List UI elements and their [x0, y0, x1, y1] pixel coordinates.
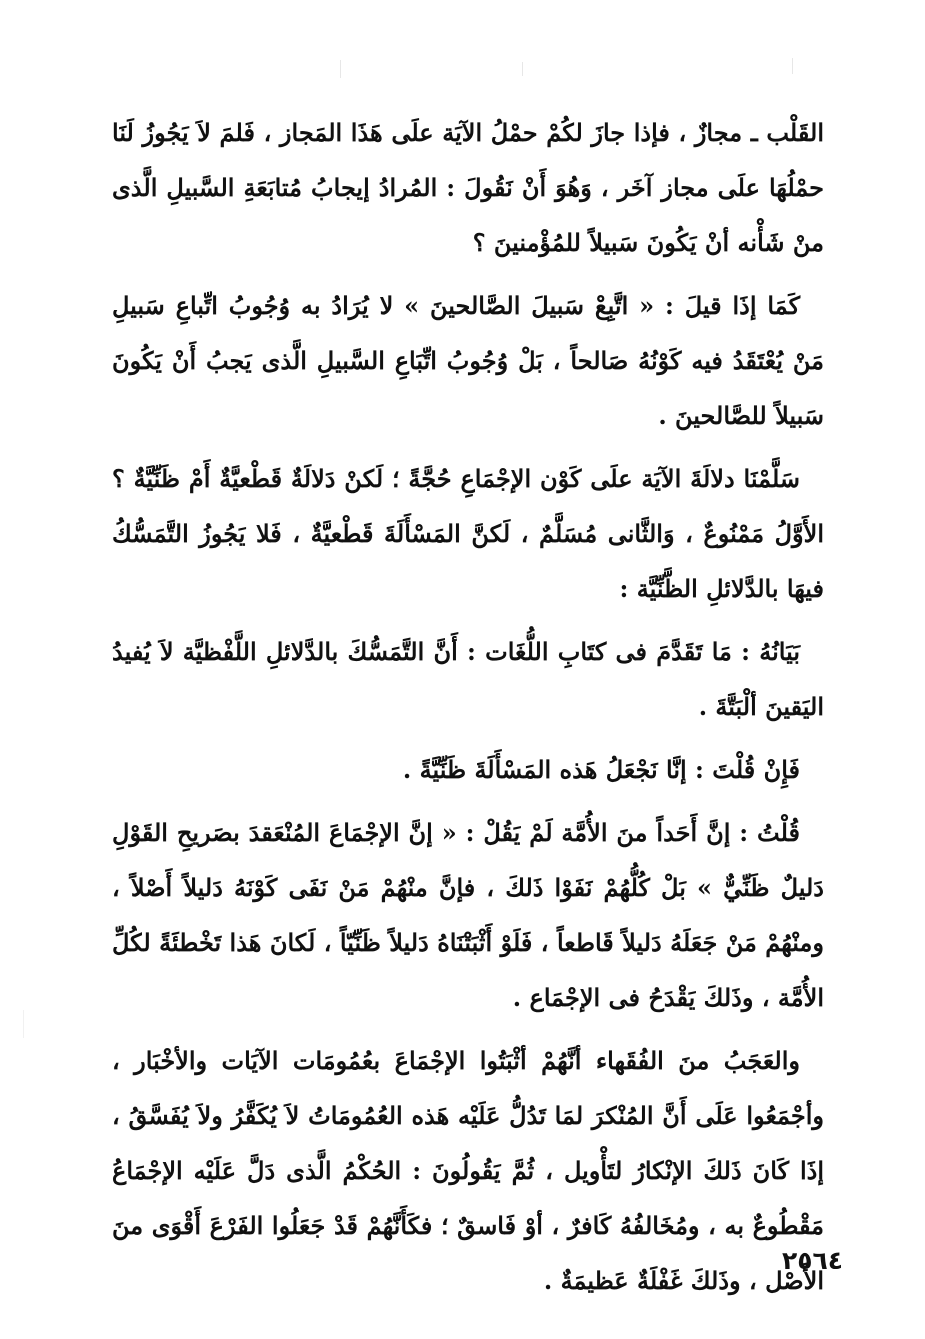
scan-artifact-mark [792, 58, 793, 74]
arabic-text-block [112, 105, 824, 1308]
scan-artifact-mark [340, 60, 341, 78]
paragraph-2: كَمَا إذَا قيلَ : « اتَّبِعْ سَبيلَ الصَّالحينَ » لا يُرَادُ به وُجُوبُ اتِّباعِ سَبيلِ مَنْ يُعْتَقَدُ فيه كَوْنُهُ صَالحاً ، بَلْ وُجُوبُ اتِّبَاعِ السَّبيلِ الَّذى يَجبُ أَنْ يَكُونَ سَبيلاً للصَّالحينَ . [112, 291, 825, 430]
scan-artifact-mark [23, 1010, 24, 1038]
scan-artifact-mark [522, 62, 523, 76]
paragraph-4: بَيَانُهُ : مَا تَقَدَّمَ فى كتَابِ اللُّغَات : أَنَّ التَّمَسُّكَ بالدَّلائلِ اللَّفْظيَّة لاَ يُفيدُ اليَقينَ ألْبَتَّةَ . [112, 637, 824, 721]
paragraph-7: والعَجَبُ منَ الفُقَهاء أنَّهُمْ أثْبَتُوا الإجْمَاعَ بعُمُومَات الآيَات والأخْبَار ، وأجْمَعُوا عَلَى أَنَّ المُنْكرَ لمَا تَدُلُّ عَلَيْه هَذه العُمُومَاتُ لاَ يُكَفَّرُ ولاَ يُفَسَّقُ ، إذَا كَانَ ذَلكَ الإنْكارُ لتَأْويل ، ثُمَّ يَقُولُونَ : الحُكْمُ الَّذى دَلَّ عَلَيْه الإجْمَاعُ مَقْطُوعٌ به ، ومُخَالفُهُ كَافرٌ ، أوْ فَاسقٌ ؛ فكَأَنَّهُمْ قَدْ جَعَلُوا الفَرْعَ أَقْوَى منَ الأَصْل ، وذَلكَ غَفْلَةٌ عَظيمَةٌ . [112, 1046, 825, 1295]
paragraph-6: قُلْتُ : إنَّ أَحَداً منَ الأُمَّة لَمْ يَقُلْ : « إنَّ الإجْمَاعَ المُنْعَقدَ بصَريحِ القَوْلِ دَليلٌ ظَنِّيٌّ » بَلْ كُلُّهُمْ نَفَوْا ذَلكَ ، فإنَّ منْهُمْ مَنْ نَفَى كَوْنَهُ دَليلاً أَصْلاً ، ومنْهُمْ مَنْ جَعَلَهُ دَليلاً قَاطعاً ، فَلَوْ أَثْبَتْنَاهُ دَليلاً ظَنِّيّاً ، لَكانَ هَذا تَخْطئَةً لكُلِّ الأُمَّة ، وذَلكَ يَقْدَحُ فى الإجْمَاع . [112, 818, 824, 1012]
page-number: ٢٥٦٤ [781, 1246, 843, 1275]
paragraph-3: سَلَّمْنَا دلالَةَ الآيَة علَى كَوْن الإجْمَاعِ حُجَّةً ؛ لَكنْ دَلالَةٌ قَطْعيَّةٌ أَمْ ظَنِّيَّةٌ ؟ الأَوَّلُ مَمْنُوعٌ ، وَالثَّانى مُسَلَّمٌ ، لَكنَّ المَسْأَلَةَ قَطْعيَّةٌ ، فَلا يَجُوزُ التَّمَسُّكُ فيهَا بالدَّلائلِ الظَّنِّيَّة : [112, 464, 824, 603]
paragraph-1: القَلْب ـ مجازٌ ، فإذا جازَ لكُمْ حمْلُ الآيَة علَى هَذَا المَجاز ، فَلمَ لاَ يَجُوزُ لَنَا حمْلُهَا علَى مجاز آخَر ، وَهُوَ أَنْ نَقُولَ : المُرادُ إيجابُ مُتابَعَةِ السَّبيلِ الَّذى منْ شَأْنه أنْ يَكُونَ سَبيلاً للمُؤْمنينَ ؟ [112, 118, 824, 257]
paragraph-5: فَإِنْ قُلْتَ : إنَّا نَجْعَلُ هَذه المَسْأَلَةَ ظَنِّيَّةً . [402, 755, 800, 784]
